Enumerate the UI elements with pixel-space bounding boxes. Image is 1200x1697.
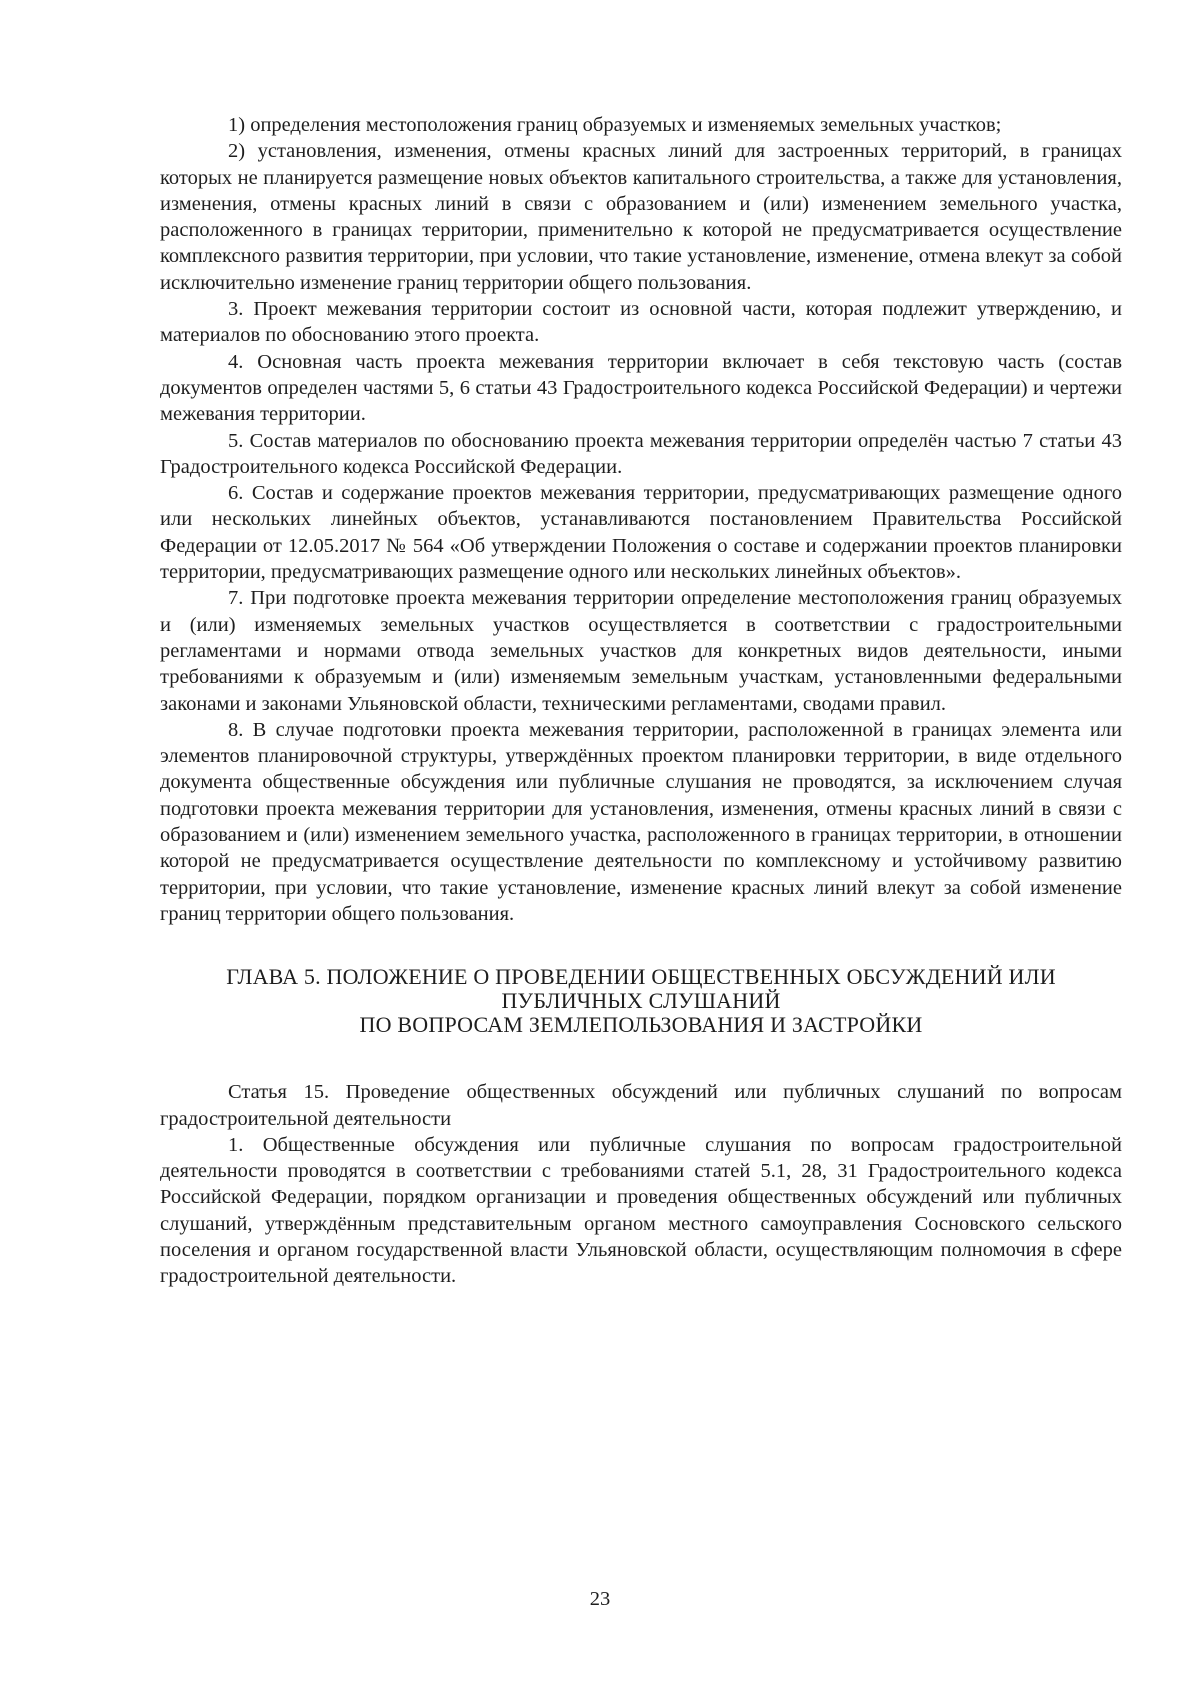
paragraph-item-1: 1) определения местоположения границ образуемых и изменяемых земельных участков;	[228, 114, 1002, 136]
chapter-heading	[160, 965, 1122, 1037]
paragraph-8: 8. В случае подготовки проекта межевания территории, расположенной в границах элемента или элементов планировочной структуры, утверждённых проектом планировки территории, в виде отдельного документа общественные обсуждения или публичные слушания не проводятся, за исключением случая подготовки проекта межевания территории для установления, изменения, отмены красных линий в связи с образованием и (или) изменением земельного участка, расположенного в границах территории, в отношении которой не предусматривается осуществление деятельности по комплексному и устойчивому развитию территории, при условии, что такие установление, изменение красных линий влекут за собой изменение границ территории общего пользования.	[160, 718, 1122, 925]
paragraph-item-2: 2) установления, изменения, отмены красных линий для застроенных территорий, в границах которых не планируется размещение новых объектов капитального строительства, а также для установления, изменения, отмены красных линий в связи с образованием и (или) изменением земельного участка, расположенного в границах территории, применительно к которой не предусматривается осуществление комплексного развития территории, при условии, что такие установление, изменение, отмена влекут за собой исключительно изменение границ территории общего пользования.	[160, 140, 1122, 294]
article-section	[160, 1079, 1122, 1289]
article-paragraph-1: 1. Общественные обсуждения или публичные слушания по вопросам градостроительной деятельности проводятся в соответствии с требованиями статей 5.1, 28, 31 Градостроительного кодекса Российской Федерации, порядком организации и проведения общественных обсуждений или публичных слушаний, утверждённым представительным органом местного самоуправления Сосновского сельского поселения и органом государственной власти Ульяновской области, осуществляющим полномочия в сфере градостроительной деятельности.	[160, 1133, 1122, 1288]
page-number: 23	[589, 1588, 611, 1610]
body-text	[160, 112, 1122, 927]
chapter-heading-line-2: ПУБЛИЧНЫХ СЛУШАНИЙ	[501, 988, 781, 1014]
paragraph-4: 4. Основная часть проекта межевания территории включает в себя текстовую часть (состав документов определен частями 5, 6 статьи 43 Градостроительного кодекса Российской Федерации) и чертежи межевания территории.	[160, 350, 1122, 426]
chapter-heading-line-1: ГЛАВА 5. ПОЛОЖЕНИЕ О ПРОВЕДЕНИИ ОБЩЕСТВЕННЫХ ОБСУЖДЕНИЙ ИЛИ	[226, 964, 1056, 990]
paragraph-6: 6. Состав и содержание проектов межевания территории, предусматривающих размещение одного или нескольких линейных объектов, устанавливаются постановлением Правительства Российской Федерации от 12.05.2017 № 564 «Об утверждении Положения о составе и содержании проектов планировки территории, предусматривающих размещение одного или нескольких линейных объектов».	[160, 482, 1122, 584]
article-title: Статья 15. Проведение общественных обсуждений или публичных слушаний по вопросам градостроительной деятельности	[160, 1081, 1122, 1130]
paragraph-7: 7. При подготовке проекта межевания территории определение местоположения границ образуемых и (или) изменяемых земельных участков осуществляется в соответствии с градостроительными регламентами и нормами отвода земельных участков для конкретных видов деятельности, иными требованиями к образуемым и (или) изменяемым земельным участкам, установленными федеральными законами и законами Ульяновской области, техническими регламентами, сводами правил.	[160, 587, 1122, 715]
chapter-heading-line-3: ПО ВОПРОСАМ ЗЕМЛЕПОЛЬЗОВАНИЯ И ЗАСТРОЙКИ	[359, 1012, 923, 1038]
paragraph-5: 5. Состав материалов по обоснованию проекта межевания территории определён частью 7 статьи 43 Градостроительного кодекса Российской Федерации.	[160, 429, 1122, 478]
paragraph-3: 3. Проект межевания территории состоит из основной части, которая подлежит утверждению, и материалов по обоснованию этого проекта.	[160, 298, 1122, 347]
